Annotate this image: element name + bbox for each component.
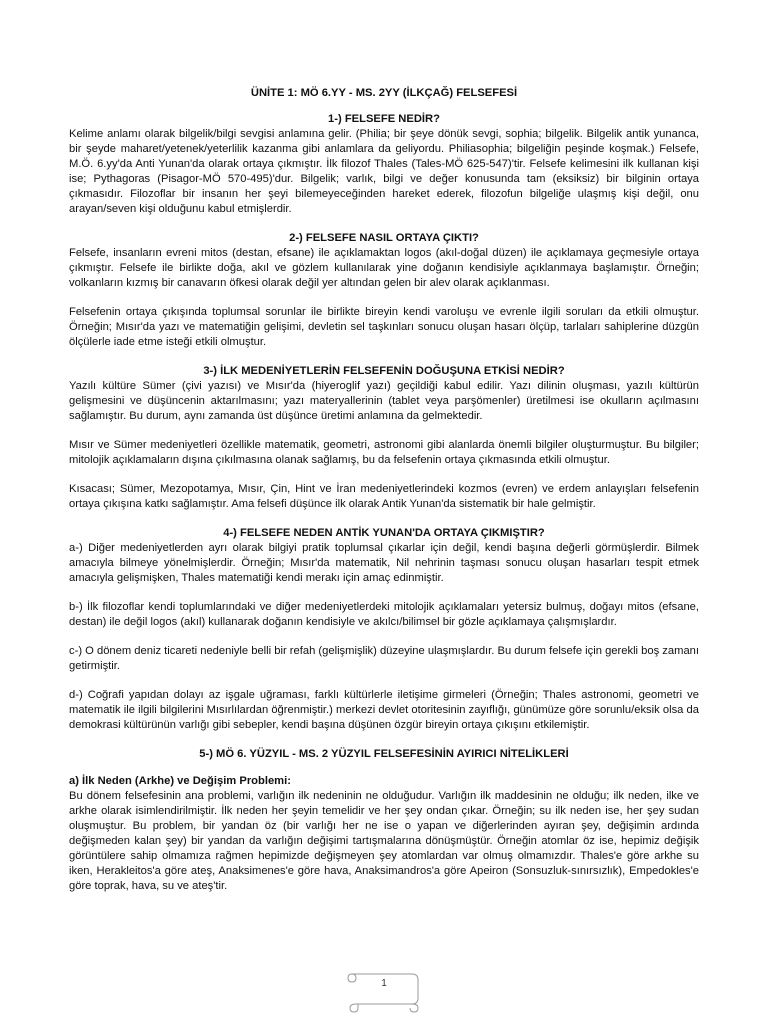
section-heading: 5-) MÖ 6. YÜZYIL - MS. 2 YÜZYIL FELSEFESİNİN AYIRICI NİTELİKLERİ bbox=[199, 748, 569, 760]
scroll-ornament-icon bbox=[346, 968, 422, 1014]
section-heading: 2-) FELSEFE NASIL ORTAYA ÇIKTI? bbox=[289, 232, 479, 244]
paragraph: Felsefe, insanların evreni mitos (destan, efsane) ile açıklamaktan logos (akıl-doğal düzen) ile açıklamaya geçmesiyle ortaya çıkmıştır. Felsefe ile birlikte doğa, akıl ve gözlem kullanılarak yine doğanın kendisiyle açıklanmaya başlamıştır. Örneğin; volkanların kızmış bir canavarın öfkesi olarak değil yer altından gelen bir alev olarak açıklanması. bbox=[69, 247, 699, 289]
document-title: ÜNİTE 1: MÖ 6.YY - MS. 2YY (İLKÇAĞ) FELSEFESİ bbox=[250, 87, 518, 99]
paragraph: Mısır ve Sümer medeniyetleri özellikle matematik, geometri, astronomi gibi alanlarda önemli bilgiler oluşturmuştur. Bu bilgiler; mitolojik açıklamaların dışına çıkılmasına olanak sağlamış, bu da felsefenin ortaya çıkmasında etkili olmuştur. bbox=[69, 439, 699, 466]
page-number: 1 bbox=[381, 978, 387, 989]
paragraph: b-) İlk filozoflar kendi toplumlarındaki ve diğer medeniyetlerdeki mitolojik açıklamaları yetersiz bulmuş, doğayı mitos (efsane, destan) ile değil logos (akıl) kullanarak doğanın kendisiyle ve akılcı/bilimsel bir gözle açıklamaya çalışmışlardır. bbox=[69, 601, 699, 628]
paragraph: Felsefenin ortaya çıkışında toplumsal sorunlar ile birlikte bireyin kendi varoluşu ve evrenle ilgili soruları da etkili olmuştur. Örneğin; Mısır'da yazı ve matematiğin gelişimi, devletin sel taşkınları sonucu oluşan hasarı ölçüp, tarlaları sahiplerine düzgün ölçülerle iade etme isteği etkili olmuştur. bbox=[69, 306, 699, 348]
section-heading: 4-) FELSEFE NEDEN ANTİK YUNAN'DA ORTAYA ÇIKMIŞTIR? bbox=[223, 527, 545, 539]
section-heading: 3-) İLK MEDENİYETLERİN FELSEFENİN DOĞUŞUNA ETKİSİ NEDİR? bbox=[203, 365, 565, 377]
paragraph: Bu dönem felsefesinin ana problemi, varlığın ilk nedeninin ne olduğudur. Varlığın ilk maddesinin ne olduğu; ilk neden, ilke ve arkhe olarak isimlendirilmiştir. İlk neden her şeyin temelidir ve her şey ondan çıkar. Örneğin; su ilk neden ise, her şey sudan oluşmuştur. Bu problem, bir yandan öz (bir varlığı her ne ise o yapan ve diğerlerinden ayıran şey, değişimin ardında değişmeden kalan şey) bir yandan da varlığın değişimi tartışmalarına dönüşmüştür. Örneğin atomlar öz ise, hepimiz değişik görüntülere sahip olmamıza rağmen hepimizde değişmeyen şey atomlardan var olmuş olmamızdır. Thales'e göre arkhe su iken, Herakleitos'a göre ateş, Anaksimenes'e göre hava, Anaksimandros'a göre Apeiron (Sonsuzluk-sınırsızlık), Empedokles'e göre toprak, hava, su ve ateş'tir. bbox=[69, 790, 699, 892]
page-footer bbox=[346, 968, 422, 1014]
paragraph: Yazılı kültüre Sümer (çivi yazısı) ve Mısır'da (hiyeroglif yazı) geçildiği kabul edilir. Yazı dilinin oluşması, yazılı kültürün gelişmesini ve düşüncenin aktarılmasını; yazı materyallerinin (tablet veya parşömenler) üretilmesi ise okulların açılmasını sağlamıştır. Bu durum, aynı zamanda üst düşünce üretimi anlamına da gelmektedir. bbox=[69, 380, 699, 422]
paragraph: c-) O dönem deniz ticareti nedeniyle belli bir refah (gelişmişlik) düzeyine ulaşmışlardır. Bu durum felsefe için gerekli boş zamanı getirmiştir. bbox=[69, 645, 699, 672]
paragraph: Kısacası; Sümer, Mezopotamya, Mısır, Çin, Hint ve İran medeniyetlerindeki kozmos (evren) ve erdem anlayışları felsefenin ortaya çıkışına katkı sağlamıştır. Ama felsefi düşünce ilk olarak Antik Yunan'da sistematik bir hale gelmiştir. bbox=[69, 483, 699, 510]
paragraph: Kelime anlamı olarak bilgelik/bilgi sevgisi anlamına gelir. (Philia; bir şeye dönük sevgi, sophia; bilgelik. Bilgelik antik yunanca, bir şeyde maharet/yetenek/yeterlilik kazanma gibi anlamlara da geliyordu. Philiasophia; bilgeliğin peşinde koşmak.) Felsefe, M.Ö. 6.yy'da Anti Yunan'da olarak ortaya çıkmıştır. İlk filozof Thales (Tales-MÖ 625-547)'tir. Felsefe kelimesini ilk kullanan kişi ise; Pythagoras (Pisagor-MÖ 570-495)'dur. Bilgelik; varlık, bilgi ve değer konusunda tam (eksiksiz) bir bilginin ortaya çıkmasıdır. Filozoflar bir insanın her şeyi bilemeyeceğinden hareket ederek, filozofun bilgeliğe ulaşmış kişi değil, onu arayan/seven kişi olduğunu kabul etmişlerdir. bbox=[69, 128, 699, 215]
subsection-heading: a) İlk Neden (Arkhe) ve Değişim Problemi: bbox=[69, 775, 291, 787]
section-heading: 1-) FELSEFE NEDİR? bbox=[328, 113, 440, 125]
paragraph: d-) Coğrafi yapıdan dolayı az işgale uğraması, farklı kültürlerle iletişime girmeleri (Örneğin; Thales astronomi, geometri ve matematik ile ilgili bilgilerini Mısırlılardan öğrenmiştir.) merkezi devlet otoritesinin zayıflığı, günümüze göre sorunlu/eksik olsa da demokrasi kültürünün varlığı gibi sebepler, kendi başına düşünen özgür bireyin ortaya çıkışını etkilemiştir. bbox=[69, 689, 699, 731]
paragraph: a-) Diğer medeniyetlerden ayrı olarak bilgiyi pratik toplumsal çıkarlar için değil, kendi başına değerli görmüşlerdir. Bilmek amacıyla bilmeye yönelmişlerdir. Örneğin; Mısır'da matematik, Nil nehrinin taşması sonucu oluşan hasarları tespit etmek amacıyla gelişmişken, Thales matematiği kendi merakı için amaç edinmiştir. bbox=[69, 542, 699, 584]
document-body bbox=[69, 86, 699, 908]
